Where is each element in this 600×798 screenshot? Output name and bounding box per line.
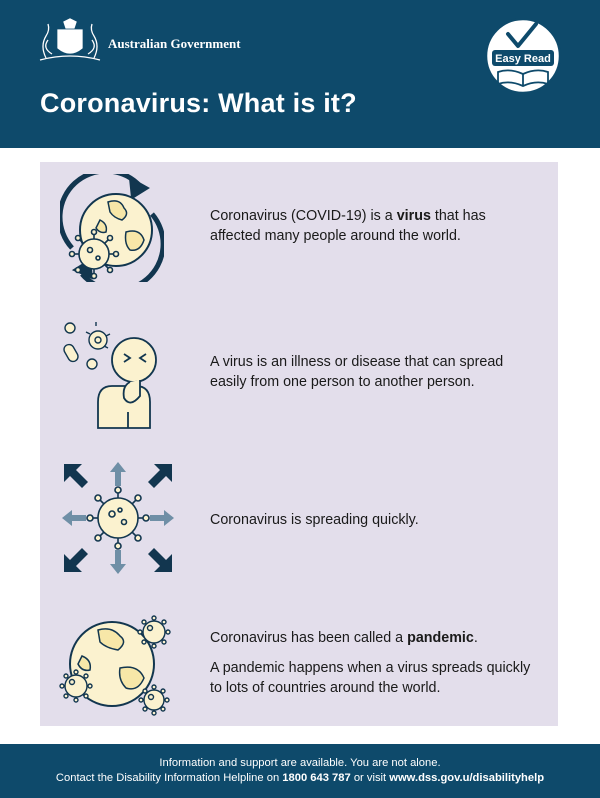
- section-2-paragraph: A virus is an illness or disease that can spread easily from one person to another person.: [210, 354, 504, 390]
- virus-spreading-icon: [60, 460, 176, 576]
- section-1-text: [210, 206, 540, 246]
- section-1-paragraph: Coronavirus (COVID-19) is a virus that has affected many people around the world.: [210, 208, 486, 244]
- content-panel: [40, 162, 558, 726]
- section-4-paragraph-1: Coronavirus has been called a pandemic.: [210, 630, 478, 646]
- page-footer: [0, 744, 600, 798]
- globe-virus-icon: [60, 174, 164, 282]
- helpline-url[interactable]: www.dss.gov.u/disabilityhelp: [389, 772, 545, 784]
- section-3-paragraph: Coronavirus is spreading quickly.: [210, 512, 419, 528]
- person-sick-icon: [56, 316, 170, 432]
- helpline-phone: 1800 643 787: [282, 772, 351, 784]
- easy-read-label: [492, 50, 554, 66]
- section-4-text: [210, 628, 540, 698]
- footer-line-1: Information and support are available. You are not alone.: [159, 757, 441, 769]
- org-name: Australian Government: [108, 36, 241, 51]
- section-2-text: [210, 352, 540, 392]
- svg-text:Easy Read: Easy Read: [495, 53, 551, 65]
- coat-of-arms-icon: [36, 18, 104, 64]
- page-header: [0, 0, 600, 148]
- page-title: Coronavirus: What is it?: [40, 88, 357, 118]
- globe-pandemic-icon: [58, 608, 174, 716]
- section-3-text: [210, 510, 540, 530]
- footer-line-2: Contact the Disability Information Helpline on 1800 643 787 or visit www.dss.gov.u/disabilityhelp: [55, 772, 545, 784]
- section-4-paragraph-2: A pandemic happens when a virus spreads quickly to lots of countries around the world.: [210, 660, 531, 696]
